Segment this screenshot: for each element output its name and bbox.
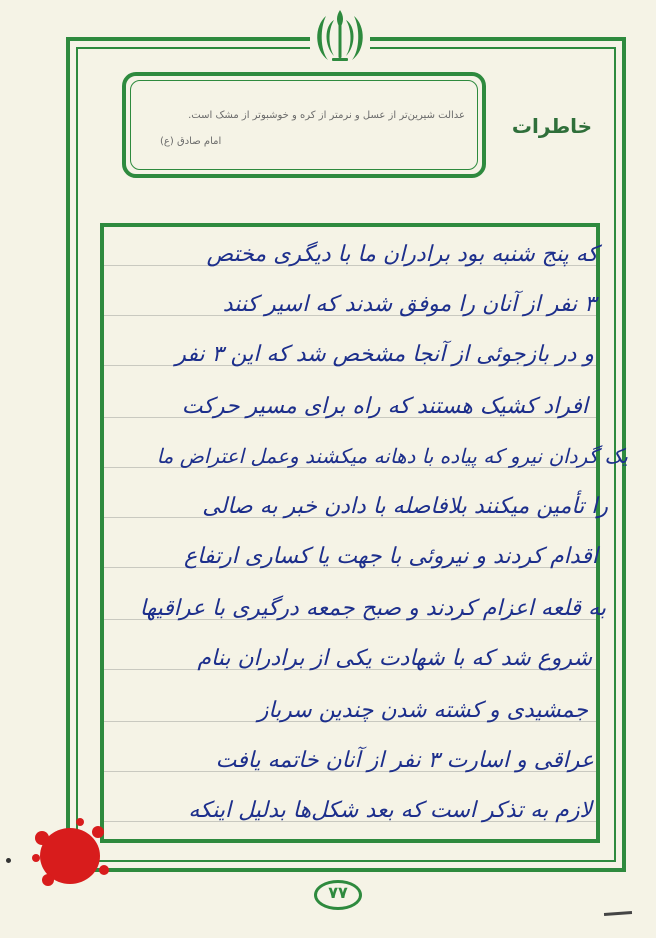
quote-text: عدالت شیرین‌تر از عسل و نرمتر از کره و خوشبوتر از مشک است. [188, 110, 465, 121]
handwritten-line: به قلعه اعزام کردند و صبح جمعه درگیری با عراقیها [139, 596, 606, 621]
handwritten-line: شروع شد که با شهادت یکی از برادران بنام [197, 646, 592, 671]
ink-dot [6, 858, 11, 863]
handwritten-line: عراقی و اسارت ۳ نفر از آنان خاتمه یافت [215, 748, 594, 773]
handwritten-line: یک گردان نیرو که پیاده با دهانه میکشند وعمل اعتراض ما [156, 444, 628, 468]
handwritten-line: که پنج شنبه بود برادران ما با دیگری مختص [206, 242, 598, 267]
quote-box-inner-border [130, 80, 478, 170]
iran-emblem-icon [312, 6, 368, 64]
section-title: خاطرات [511, 114, 593, 138]
quote-source: امام صادق (ع) [160, 136, 222, 147]
handwritten-line: اقدام کردند و نیروئی با جهت یا کساری ارتفاع [183, 544, 598, 569]
page-number: ۷۷ [328, 883, 348, 902]
handwritten-line: جمشیدی و کشته شدن چندین سرباز [257, 698, 588, 723]
red-ink-stain-icon [28, 812, 114, 892]
handwritten-line: و در بازجوئی از آنجا مشخص شد که این ۳ نفر [175, 342, 594, 367]
pencil-mark [604, 911, 632, 916]
handwritten-line: ۳ نفر از آنان را موفق شدند که اسیر کنند [222, 292, 596, 317]
handwritten-line: افراد کشیک هستند که راه برای مسیر حرکت [181, 394, 588, 419]
handwritten-line: لازم به تذکر است که بعد شکل‌ها بدلیل اینکه [188, 798, 592, 823]
handwritten-line: را تأمین میکنند بلافاصله با دادن خبر به صالی [202, 494, 608, 519]
